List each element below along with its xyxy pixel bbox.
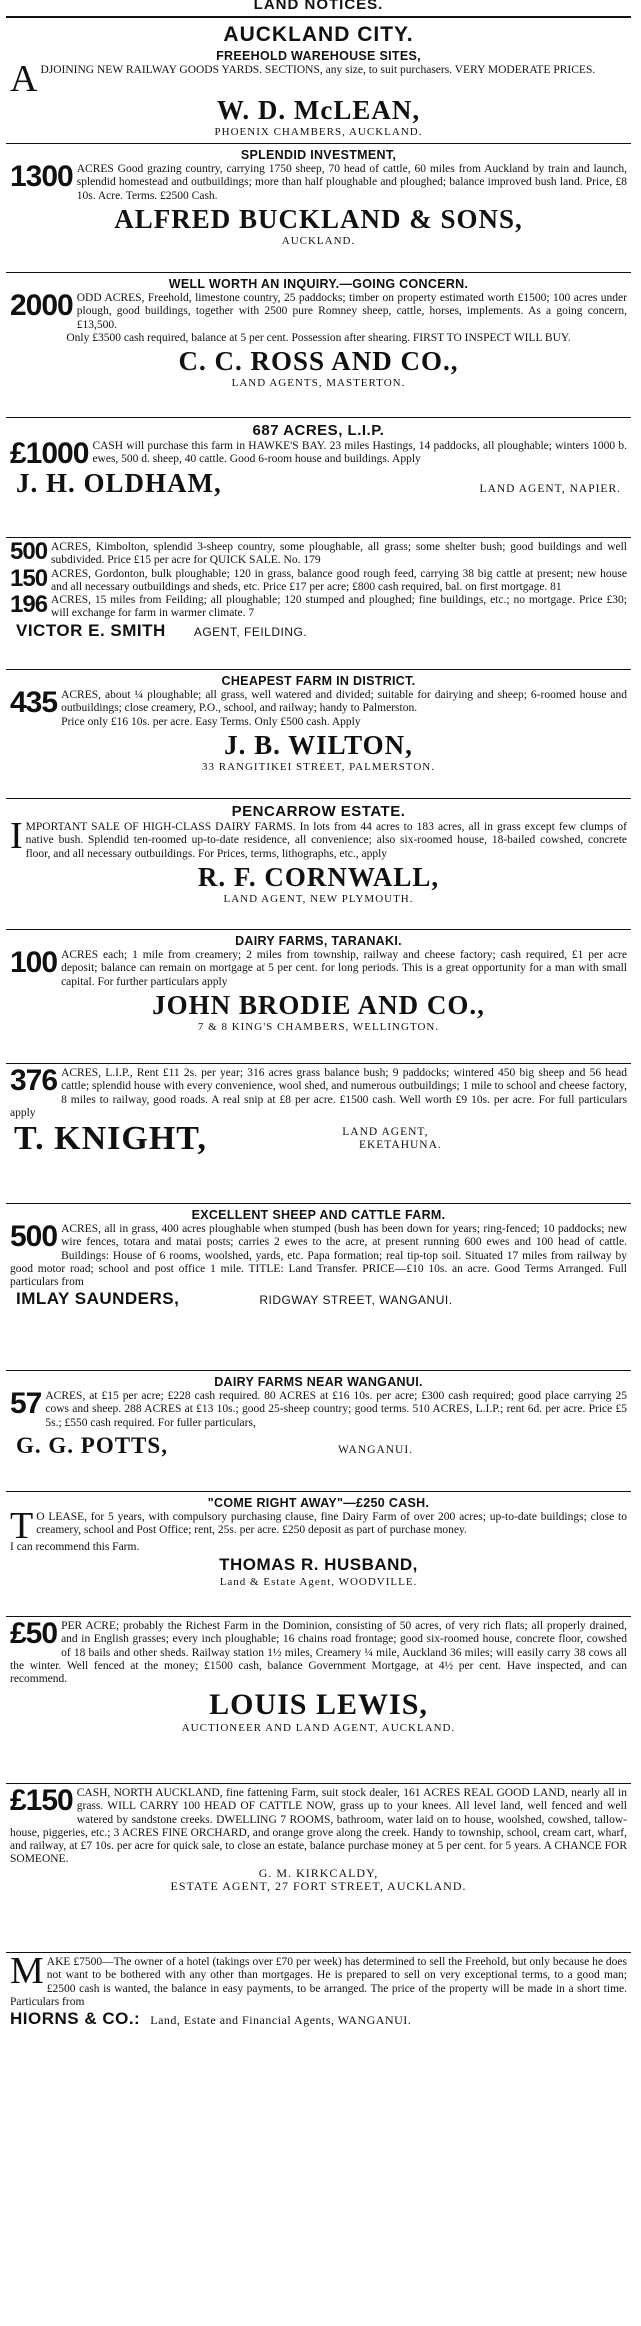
agent-address: AUCKLAND. xyxy=(281,234,356,247)
agent-address: AGENT, FEILDING. xyxy=(193,624,308,639)
ad-body: 2000 ODD ACRES, Freehold, limestone country, 25 paddocks; timber on property estimated worth £1500; 100 acres under plough, good buildings, together with 2500 pure Romney sheep, cattle, horses, implements. As a going concern, £13,500. xyxy=(10,289,627,331)
agent-line xyxy=(10,2009,627,2029)
ad-body: 100 ACRES each; 1 mile from creamery; 2 miles from township, railway and cheese factory; cash required, £1 per acre deposit; balance can remain on mortgage at 5 per cent. for long periods. This is a great opportunity for a man with small capital. For further particulars apply xyxy=(10,946,627,988)
agent-line xyxy=(10,621,627,641)
agent-line xyxy=(10,467,627,499)
acreage-figure: 2000 xyxy=(10,289,73,322)
agent-address: LAND AGENT, NEW PLYMOUTH. xyxy=(223,892,414,905)
agent-name: T. KNIGHT, xyxy=(14,1120,207,1158)
ad-title: WELL WORTH AN INQUIRY.—GOING CONCERN. xyxy=(168,277,469,291)
listing-item: 500 ACRES, Kimbolton, splendid 3-sheep country, some ploughable, all grass; some shelter bush; good buildings and well subdivided. Price £15 per acre for QUICK SALE. No. 179 xyxy=(10,538,627,567)
agent-name: JOHN BRODIE AND CO., xyxy=(152,989,485,1020)
ad-title: PENCARROW ESTATE. xyxy=(231,803,406,820)
ad-title: EXCELLENT SHEEP AND CATTLE FARM. xyxy=(191,1208,446,1222)
ad-pencarrow-estate xyxy=(6,799,631,930)
agent-name: J. H. OLDHAM, xyxy=(16,468,222,498)
listing-item: 196 ACRES, 15 miles from Feilding; all ploughable; 120 stumped and ploughed; fine buildings, etc.; no mortgage. Price £30; will exchange for farm in warmer climate. 7 xyxy=(10,591,627,620)
ad-body-terms: Only £3500 cash required, balance at 5 per cent. Possession after shearing. FIRST TO INSPECT WILL BUY. xyxy=(66,331,571,344)
acreage-figure: 150 xyxy=(10,564,48,592)
acreage-figure: 500 xyxy=(10,538,48,565)
ad-body: 1300 ACRES Good grazing country, carrying 1750 sheep, 70 head of cattle, 60 miles from Auckland by train and launch, splendid homestead and outbuildings; more than half ploughable and ploughed; balance improved bush land. Price, £8 10s. Acre. Terms. £2500 Cash. xyxy=(10,160,627,202)
agent-address: Land, Estate and Financial Agents, WANGANUI. xyxy=(150,2013,412,2028)
ad-kirkcaldy xyxy=(6,1784,631,1953)
ad-body-note: I can recommend this Farm. xyxy=(10,1541,140,1553)
ad-hiorns xyxy=(6,1953,631,2032)
agent-line xyxy=(10,1289,627,1309)
agent-name: VICTOR E. SMITH xyxy=(16,620,166,640)
drop-cap: I xyxy=(10,815,23,857)
ad-body-terms: Price only £16 10s. per acre. Easy Terms. Only £500 cash. Apply xyxy=(61,715,361,728)
acreage-figure: 196 xyxy=(10,591,48,619)
acreage-figure: 435 xyxy=(10,686,58,719)
agent-address: WANGANUI. xyxy=(337,1443,414,1456)
ad-body: 500 ACRES, all in grass, 400 acres ploughable when stumped (bush has been down for years; ring-fenced; 10 paddocks; new wire fences, totara and matai posts; carries 2 ewes to the acre, at present running 600 ewes and 100 head of cattle. Buildings: House of 6 rooms, woolshed, yards, etc. Papa formation; real tip-top soil. Situated 17 miles from railway by good motor road; school and post office 1 mile. TITLE: Land Transfer. PRICE—£10 10s. an acre. Good Terms Arranged. Full particulars from xyxy=(10,1220,627,1289)
ad-title: AUCKLAND CITY. xyxy=(223,23,414,46)
price-figure: £1000 xyxy=(10,437,89,470)
ad-thomas-husband xyxy=(6,1492,631,1617)
ad-louis-lewis xyxy=(6,1617,631,1784)
ad-dairy-taranaki xyxy=(6,930,631,1064)
agent-name: G. G. POTTS, xyxy=(16,1432,168,1458)
ad-687-acres xyxy=(6,418,631,538)
agent-name: THOMAS R. HUSBAND, xyxy=(219,1555,418,1575)
ad-victor-smith xyxy=(6,538,631,670)
ad-title: DAIRY FARMS NEAR WANGANUI. xyxy=(214,1375,423,1389)
ad-dairy-wanganui xyxy=(6,1371,631,1492)
ad-subtitle: FREEHOLD WAREHOUSE SITES, xyxy=(216,49,421,63)
agent-name: R. F. CORNWALL, xyxy=(197,861,440,892)
ad-title: "COME RIGHT AWAY"—£250 CASH. xyxy=(207,1496,430,1510)
agent-address: Land & Estate Agent, WOODVILLE. xyxy=(219,1576,418,1589)
agent-address: LAND AGENT, NAPIER. xyxy=(479,483,621,495)
acreage-figure: 1300 xyxy=(10,160,73,193)
newspaper-column xyxy=(6,0,631,2326)
agent-address: 33 RANGITIKEI STREET, PALMERSTON. xyxy=(202,760,435,773)
agent-name: C. C. ROSS AND CO., xyxy=(178,346,459,377)
ad-body: £1000 CASH will purchase this farm in HAWKE'S BAY. 23 miles Hastings, 14 paddocks, all ploughable; winters 1000 b. ewes, 500 d. sheep, 40 cattle. Good 6-room house and buildings. Apply xyxy=(10,437,627,470)
drop-cap: T xyxy=(10,1505,34,1547)
drop-cap: A xyxy=(10,58,38,100)
ad-body: 376 ACRES, L.I.P., Rent £11 2s. per year; 316 acres grass balance bush; 9 paddocks; wintered 450 big sheep and 56 head cattle; splendid house with every convenience, wool shed, and numerous outbuildings; 1 mile to school and cheese factory, 8 miles to railway, good roads. A real snip at £8 per acre. £1500 cash. Well worth £9 10s. per acre. For full particulars apply xyxy=(10,1064,627,1119)
agent-address: LAND AGENTS, MASTERTON. xyxy=(231,377,406,390)
ad-t-knight xyxy=(6,1064,631,1204)
ad-body: £150 CASH, NORTH AUCKLAND, fine fattening Farm, suit stock dealer, 161 ACRES REAL GOOD LAND, nearly all in grass. WILL CARRY 100 HEAD OF CATTLE NOW, grass up to your knees. All level land, well fenced and well watered by sandstone creeks. DWELLING 7 ROOMS, bathroom, water laid on to house, woolshed, cowshed, tallow-house, piggeries, etc.; 3 ACRES FINE ORCHARD, and orange grove along the creek. Handy to township, school, cream cart, wharf, and railway, at £7 10s. per acre for quick sale, to close an estate, balance purchase money at 5 per cent. for 5 years. A CHANCE FOR SOMEONE. xyxy=(10,1784,627,1866)
ad-body: M AKE £7500—The owner of a hotel (takings over £70 per week) has determined to sell the Freehold, but only because he does not want to be bothered with any other than mortgages. He is prepared to sell on very exceptional terms, to a good man; £2500 cash is wanted, the balance in easy payments, to be arranged. The price of the property will be made in a short time. Particulars from xyxy=(10,1953,627,2008)
ad-auckland-city xyxy=(6,18,631,144)
section-header: LAND NOTICES. xyxy=(6,0,631,18)
ad-cheapest-farm xyxy=(6,670,631,799)
ad-body: 57 ACRES, at £15 per acre; £228 cash required. 80 ACRES at £16 10s. per acre; £300 cash required; good place carrying 25 cows and sheep. 288 ACRES at £13 10s.; good 25-sheep country; good terms. 510 ACRES, L.I.P.; rent 6d. per acre. Price £5 5s.; £550 cash required. For fuller particulars, xyxy=(10,1387,627,1429)
agent-name: J. B. WILTON, xyxy=(224,729,413,760)
agent-name: HIORNS & CO.: xyxy=(10,2009,141,2029)
ad-body: T O LEASE, for 5 years, with compulsory purchasing clause, fine Dairy Farm of over 200 acres; up-to-date buildings; close to creamery, school and Post Office; rent, 25s. per acre. £250 deposit as part of purchase money. xyxy=(10,1505,627,1547)
acreage-figure: 100 xyxy=(10,946,58,979)
agent-address: PHOENIX CHAMBERS, AUCKLAND. xyxy=(214,126,423,138)
agent-name: G. M. KIRKCALDY, xyxy=(258,1865,379,1880)
acreage-figure: 376 xyxy=(10,1064,58,1097)
agent-line xyxy=(10,1430,627,1462)
ad-body: I MPORTANT SALE OF HIGH-CLASS DAIRY FARMS. In lots from 44 acres to 183 acres, all in grass except few clumps of native bush. Splendid ten-roomed up-to-date residence, all convenience; also six-roomed house, 18-bailed cowshed, concrete floor, and all necessary outbuildings. For Prices, terms, lithographs, etc., apply xyxy=(10,815,627,860)
agent-address: RIDGWAY STREET, WANGANUI. xyxy=(259,1293,453,1308)
ad-title: DAIRY FARMS, TARANAKI. xyxy=(235,934,402,948)
ad-title: 687 ACRES, L.I.P. xyxy=(252,422,385,439)
agent-address: 7 & 8 KING'S CHAMBERS, WELLINGTON. xyxy=(197,1020,440,1033)
price-figure: £50 xyxy=(10,1617,58,1650)
ad-title: CHEAPEST FARM IN DISTRICT. xyxy=(221,674,416,688)
agent-line xyxy=(10,1120,627,1158)
ad-body: £50 PER ACRE; probably the Richest Farm in the Dominion, consisting of 50 acres, of very rich flats; all properly drained, and in English grasses; every inch ploughable; 16 chains road frontage; good six-roomed house, concrete floor, cowshed of 18 bails and other sheds. Railway station 1½ miles, Creamery ¼ mile, Auckland 36 miles; will easily carry 38 cows all the winter. Well fenced at the money; £1500 cash, balance Government Mortgage, at 4½ per cent. Have inspected, and can recommend. xyxy=(10,1617,627,1686)
price-figure: £150 xyxy=(10,1784,73,1817)
ad-going-concern xyxy=(6,273,631,418)
drop-cap: M xyxy=(10,1953,44,1992)
agent-name: W. D. McLEAN, xyxy=(216,95,421,125)
ad-splendid-investment xyxy=(6,144,631,273)
listing-item: 150 ACRES, Gordonton, bulk ploughable; 120 in grass, balance good rough feed, carrying 38 big cattle at present; new house and all necessary outbuildings and sheds, etc. Price £17 per acre; £800 cash required, bal. on first mortgage. 81 xyxy=(10,564,627,593)
agent-address: LAND AGENT, EKETAHUNA. xyxy=(342,1126,442,1152)
acreage-figure: 500 xyxy=(10,1220,58,1253)
agent-name: IMLAY SAUNDERS, xyxy=(16,1289,180,1309)
ad-body: 435 ACRES, about ¼ ploughable; all grass, well watered and divided; suitable for dairying and sheep; 6-roomed house and outbuildings; close creamery, P.O., school, and railway; handy to Palmerston. xyxy=(10,686,627,719)
ad-title: SPLENDID INVESTMENT, xyxy=(240,148,397,162)
agent-name: ALFRED BUCKLAND & SONS, xyxy=(114,203,523,234)
acreage-figure: 57 xyxy=(10,1387,42,1420)
ad-body: A DJOINING NEW RAILWAY GOODS YARDS. SECTIONS, any size, to suit purchasers. VERY MODERATE PRICES. xyxy=(10,58,596,100)
agent-name: LOUIS LEWIS, xyxy=(209,1688,428,1722)
ad-sheep-cattle-farm xyxy=(6,1204,631,1371)
agent-address: AUCTIONEER AND LAND AGENT, AUCKLAND. xyxy=(181,1722,456,1735)
agent-address: ESTATE AGENT, 27 FORT STREET, AUCKLAND. xyxy=(170,1878,467,1893)
